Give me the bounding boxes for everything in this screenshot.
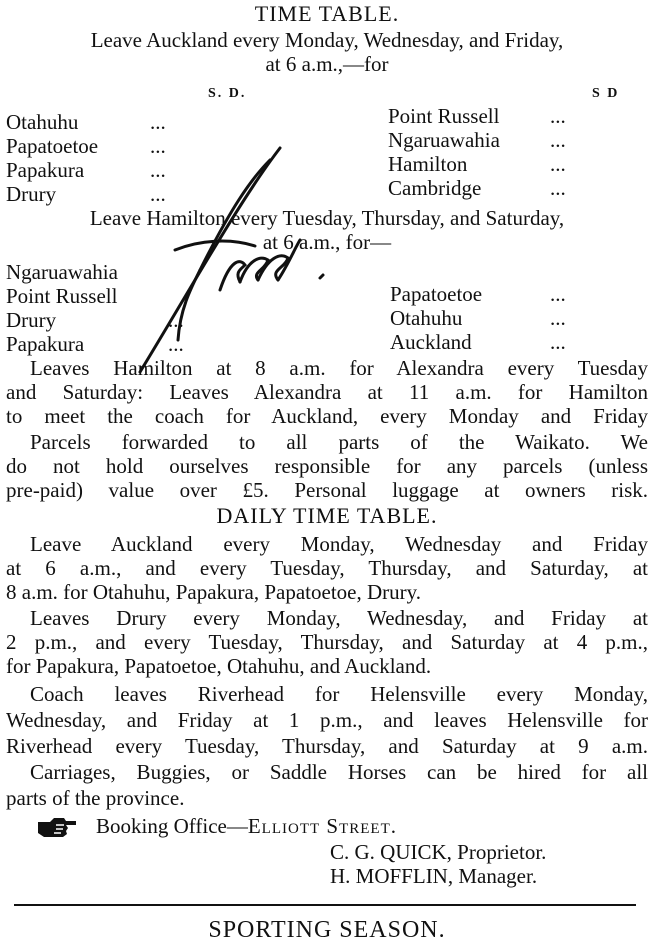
stop: Papatoetoe	[390, 282, 483, 306]
schedule2-left-list	[6, 260, 118, 356]
stop: Point Russell	[6, 284, 118, 308]
para4-line2: 2 p.m., and every Tuesday, Thursday, and Saturday at 4 p.m.,	[6, 630, 648, 654]
divider-rule	[14, 904, 636, 906]
dots: ...	[550, 152, 566, 176]
dots: ...	[550, 306, 566, 330]
para5-line1: Coach leaves Riverhead for Helensville every Monday,	[30, 682, 648, 706]
para2-line2: do not hold ourselves responsible for any parcels (unless	[6, 454, 648, 478]
stop: Otahuhu	[6, 110, 79, 134]
para2-line3: pre-paid) value over £5. Personal luggage at owners risk.	[6, 478, 648, 502]
stop: Cambridge	[388, 176, 482, 200]
stop: Drury	[6, 182, 57, 206]
daily-title: DAILY TIME TABLE.	[216, 503, 438, 528]
schedule1-left-list	[6, 110, 98, 206]
dots: ...	[550, 104, 566, 128]
booking-office	[96, 814, 397, 838]
dots: ...	[150, 110, 166, 134]
booking-street: Elliott Street.	[247, 814, 397, 838]
dots: ...	[168, 332, 184, 356]
para6-line1: Carriages, Buggies, or Saddle Horses can be hired for all	[30, 760, 648, 784]
stop: Papakura	[6, 332, 85, 356]
para5-line2: Wednesday, and Friday at 1 p.m., and leaves Helensville for	[6, 708, 648, 732]
sd-right-header: S D	[592, 86, 620, 101]
stop: Ngaruawahia	[388, 128, 500, 152]
schedule2-line1: Leave Hamilton every Tuesday, Thursday, and Saturday,	[89, 206, 565, 230]
para4-line3: for Papakura, Papatoetoe, Otahuhu, and Auckland.	[6, 654, 432, 678]
schedule1-right-dots	[550, 104, 566, 200]
schedule1-line2: at 6 a.m.,—for	[265, 52, 389, 76]
schedule2-line2: at 6 a.m., for—	[262, 230, 392, 254]
stop: Otahuhu	[390, 306, 463, 330]
dots: ...	[168, 308, 184, 332]
pointing-hand-icon	[36, 816, 78, 838]
schedule2-right-dots	[550, 282, 566, 354]
dots: ...	[550, 128, 566, 152]
stop: Ngaruawahia	[6, 260, 118, 284]
para1-line2: and Saturday: Leaves Alexandra at 11 a.m. for Hamilton	[6, 380, 648, 404]
dots: ...	[150, 182, 166, 206]
para4-line1: Leaves Drury every Monday, Wednesday, and Friday at	[30, 606, 648, 630]
stop: Papatoetoe	[6, 134, 99, 158]
sd-left-header: S. D.	[208, 86, 247, 101]
handwritten-free-signature	[120, 140, 340, 380]
para6-line2: parts of the province.	[6, 786, 185, 810]
stop: Papakura	[6, 158, 85, 182]
dots: ...	[150, 134, 166, 158]
schedule2-right-list	[390, 282, 482, 354]
para5-line3: Riverhead every Tuesday, Thursday, and Saturday at 9 a.m.	[6, 734, 648, 758]
schedule1-right-list	[388, 104, 500, 200]
dots: ...	[550, 282, 566, 306]
signature-proprietor: C. G. QUICK, Proprietor.	[330, 840, 547, 864]
para1-line1: Leaves Hamilton at 8 a.m. for Alexandra every Tuesday	[30, 356, 648, 380]
footer-heading: SPORTING SEASON.	[208, 917, 446, 943]
dots: ...	[550, 330, 566, 354]
booking-label: Booking Office—	[96, 814, 248, 838]
stop: Point Russell	[388, 104, 500, 128]
para3-line1: Leave Auckland every Monday, Wednesday and Friday	[30, 532, 648, 556]
para3-line3: 8 a.m. for Otahuhu, Papakura, Papatoetoe, Drury.	[6, 580, 422, 604]
stop: Drury	[6, 308, 57, 332]
para2-line1: Parcels forwarded to all parts of the Waikato. We	[30, 430, 648, 454]
dots: ...	[150, 158, 166, 182]
para1-line3: to meet the coach for Auckland, every Monday and Friday	[6, 404, 648, 428]
signature-manager: H. MOFFLIN, Manager.	[330, 864, 538, 888]
title: TIME TABLE.	[254, 1, 400, 26]
para3-line2: at 6 a.m., and every Tuesday, Thursday, and Saturday, at	[6, 556, 648, 580]
schedule1-line1: Leave Auckland every Monday, Wednesday, and Friday,	[90, 28, 564, 52]
handwriting-text: Free	[120, 140, 122, 141]
stop: Auckland	[390, 330, 472, 354]
stop: Hamilton	[388, 152, 468, 176]
dots: ...	[550, 176, 566, 200]
